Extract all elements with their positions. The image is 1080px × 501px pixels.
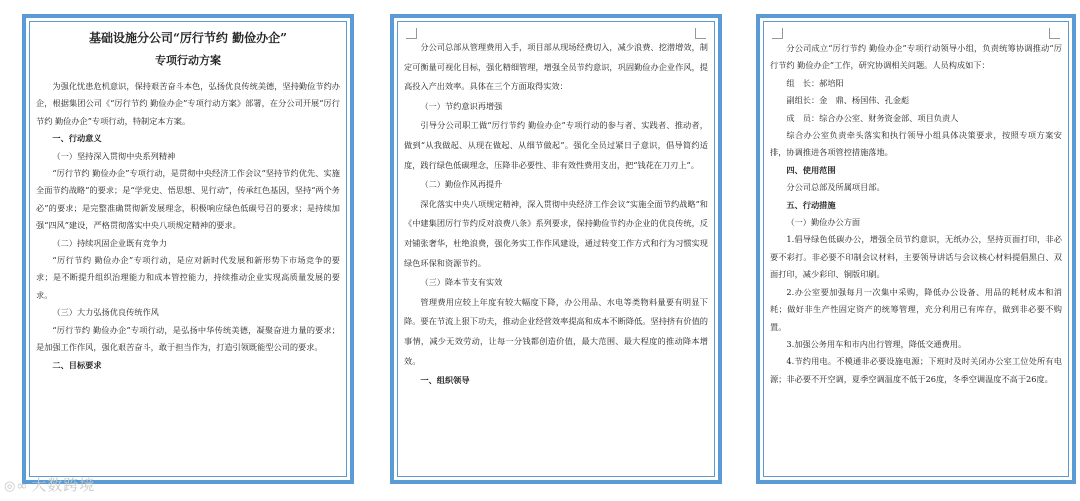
paragraph: 1.倡导绿色低碳办公，增强全员节约意识，无纸办公，坚持页面打印，非必要不彩打。非必要不印制会议材料，主要领导讲话与会议核心材料提倡黑白、双面打印，减少彩印、铜版印刷。 [770,234,1062,280]
document-page-2 [390,14,722,484]
paragraph: “厉行节约 勤俭办企”专项行动，是弘扬中华传统美德，凝聚奋进力量的要求；是加强工作作风，强化艰苦奋斗，敢于担当作为，打造引领既能型公司的要求。 [36,324,340,353]
paragraph: 3.加强公务用车和市内出行管理，降低交通费用。 [786,338,967,349]
paragraph: “厉行节约 勤俭办企”专项行动，是应对新时代发展和新形势下市场竞争的要求；是不断提升组织治理能力和成本管控能力，持续推动企业实现高质量发展的要求。 [36,255,340,300]
crop-mark [772,28,783,39]
document-subtitle: 专项行动方案 [155,54,221,67]
paragraph: “厉行节约 勤俭办企”专项行动，是贯彻中央经济工作会议“坚持节约优先、实施全面节约战略”的要求；是“学党史、悟思想、见行动”，传承红色基因，坚持“两个务必”的要求；是完整准确贯彻新发展理念，积极响应绿色低碳号召的要求；是持续加强“四风”建设，严格贯彻落实中央八项规定精神的要求。 [36,168,340,231]
subsection-heading: （二）勤俭作风再提升 [420,179,503,190]
section-heading: 二、目标要求 [52,359,102,370]
paragraph: 分公司总部及所属项目部。 [786,182,885,193]
subsection-heading: （一）节约意识再增强 [420,100,503,111]
subsection-heading: （三）大力弘扬优良传统作风 [52,307,159,318]
section-heading: 一、行动意义 [52,133,102,144]
watermark-text: 大数跨境 [31,476,96,494]
page-2-body [404,38,708,391]
section-heading: 一、组织领导 [420,375,470,386]
paragraph: 4.节约用电。不模通非必要设施电源；下班时及时关闭办公室工位处所有电源；非必要不开空调，夏季空调温度不低于26度，冬季空调温度不高于26度。 [770,356,1062,384]
paragraph: 分公司总部从管理费用入手，项目部从现场经费切入，减少浪费、挖潜增效，制定可衡量可视化目标，强化精细管理，增强全员节约意识，巩固勤俭办企业作风，提高投入产出效率。具体在三个方面取得实效： [404,42,708,92]
section-heading: 四、使用范围 [786,164,836,175]
page-3-content [770,40,1062,474]
crop-mark [1049,28,1060,39]
subsection-heading: （一）勤俭办公方面 [786,217,861,228]
subsection-heading: （一）坚持深入贯彻中央系列精神 [52,150,176,161]
watermark-logo-icon: ◎∞ [4,479,29,494]
paragraph: 分公司成立“厉行节约 勤俭办企”专项行动领导小组，负责统筹协调推动“厉行节约 勤俭办企”工作，研究协调相关问题。人员构成如下： [770,43,1062,71]
subsection-heading: 组 长：郝培阳 [786,77,844,88]
paragraph: 深化落实中央八项规定精神，深入贯彻中央经济工作会议“实施全面节约战略”和《中建集团厉行节约反对浪费八条》系列要求，保持勤俭节约办企业的优良传统，反对铺张奢华，杜绝浪费，强化务实工作作风建设，通过转变工作方式和行为习惯实现绿色环保和资源节约。 [404,198,708,268]
paragraph: 管理费用应较上年度有较大幅度下降，办公用品、水电等类物料量要有明显下降。要在节流上狠下功夫，推动企业经营效率提高和成本不断降低。坚持挤有价值的事情，减少无效劳动，让每一分钱都创造价值，最大范围、最大程度的推动降本增效。 [404,296,708,366]
paragraph: 引导分公司职工做“厉行节约 勤俭办企”专项行动的参与者、实践者、推动者，做到“从我做起、从现在做起、从细节做起”。强化全员过紧日子意识，倡导简约适度，践行绿色低碳理念，压降非必要性、非有效性费用支出，把“钱花在刀刃上”。 [404,120,708,170]
watermark [4,474,95,495]
paragraph: 为强化忧患危机意识，保持艰苦奋斗本色，弘扬优良传统美德，坚持勤俭节约办企，根据集团公司《“厉行节约 勤俭办企”专项行动方案》部署，在分公司开展“厉行节约 勤俭办企”专项行动，特制定本方案。 [36,81,340,126]
subsection-heading: （三）降本节支有实效 [420,277,503,288]
page-2-content [404,38,708,474]
document-title: 基础设施分公司“厉行节约 勤俭办企” [89,31,287,45]
document-page-3 [756,14,1076,484]
paragraph: 2.办公室要加强每月一次集中采购，降低办公设备、用品的耗材成本和消耗；做好非生产性固定资产的统筹管理，充分利用已有库存，做到非必要不购置。 [770,286,1062,332]
subsection-heading: （二）持续巩固企业既有竞争力 [52,237,168,248]
page-1-content [36,26,340,474]
document-page-1 [22,14,354,484]
paragraph: 综合办公室负责牵头落实和执行领导小组具体决策要求，按照专项方案安排，协调推进各项管控措施落地。 [770,130,1062,158]
page-1-body [36,78,340,374]
subsection-heading: 成 员：综合办公室、财务资金部、项目负责人 [786,112,959,123]
subsection-heading: 副组长：金 鼎、杨国伟、孔金彪 [786,95,910,106]
section-heading: 五、行动措施 [786,199,836,210]
page-3-body [770,40,1062,388]
